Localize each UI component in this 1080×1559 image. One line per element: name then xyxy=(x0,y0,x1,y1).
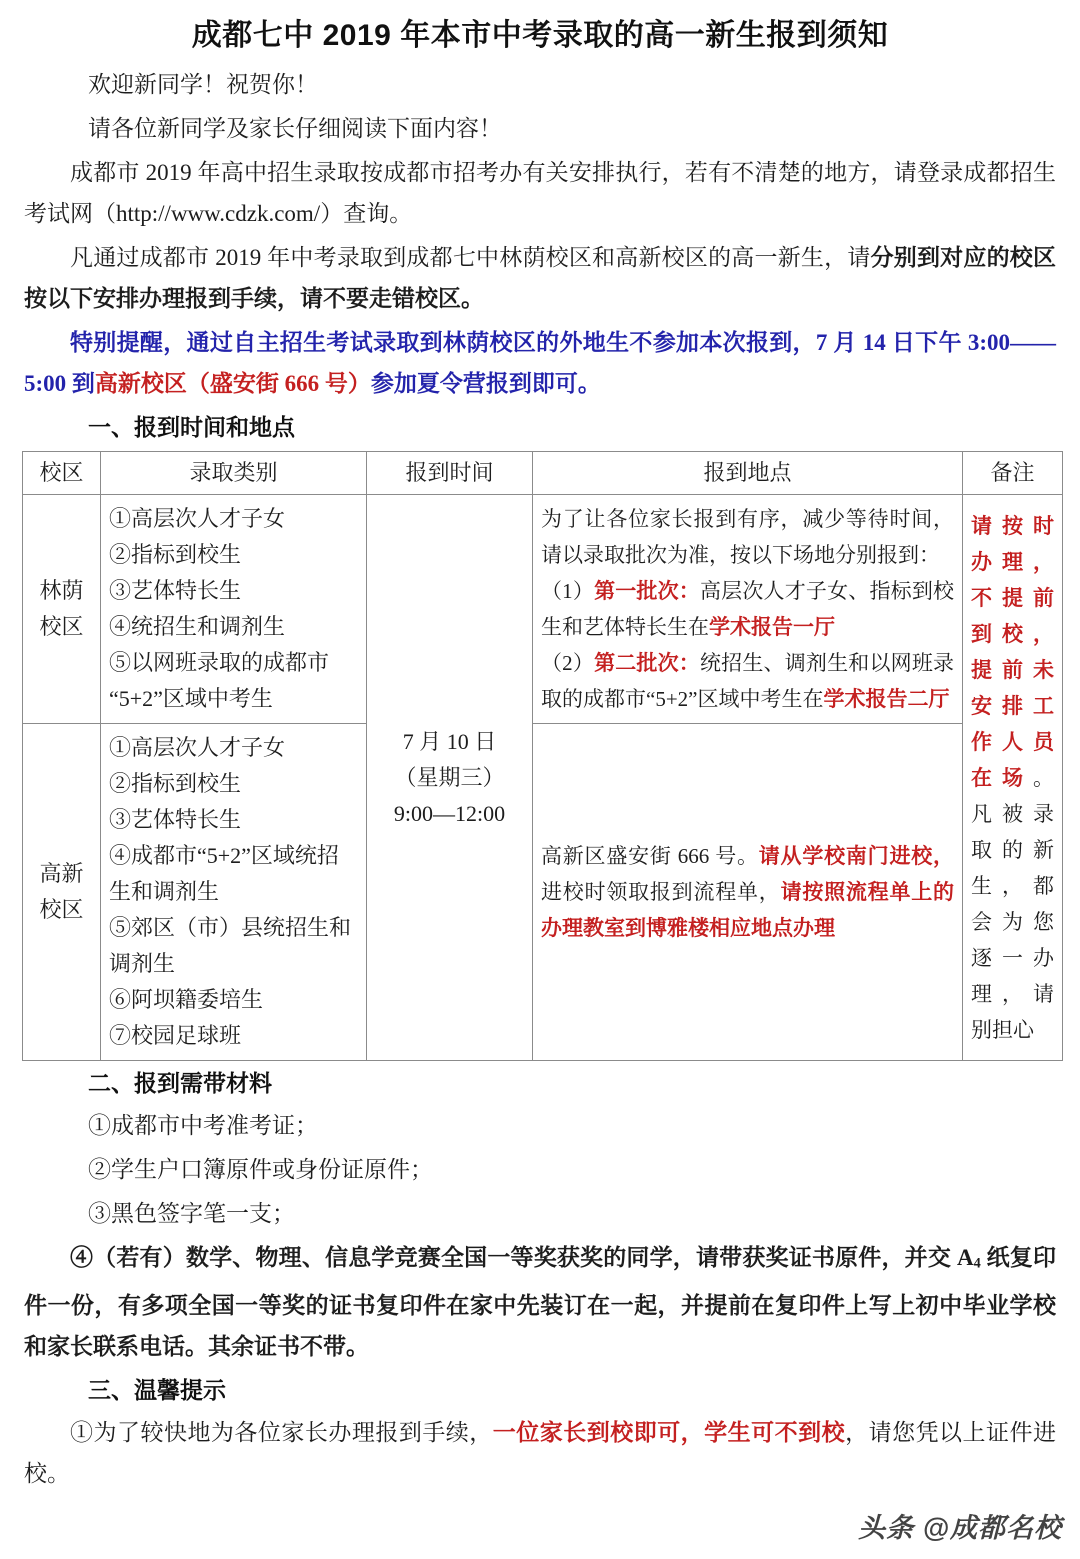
category-item: ②指标到校生 xyxy=(109,771,242,796)
report-date: 7 月 10 日 xyxy=(402,728,497,754)
batch1-label: 第一批次： xyxy=(594,579,700,603)
cell-place-gaoxin xyxy=(533,724,963,1061)
tip-item-1-normal-end: ，请您凭以上证件进校。 xyxy=(24,1419,1057,1486)
material-item-1: ①成都市中考准考证； xyxy=(88,1113,318,1138)
material-item-2: ②学生户口簿原件或身份证原件； xyxy=(88,1157,433,1182)
tip-item-1-highlight: 一位家长到校即可，学生可不到校 xyxy=(492,1419,846,1445)
batch1-prefix: （1） xyxy=(541,579,595,603)
special-notice xyxy=(24,322,1056,404)
table-row xyxy=(23,724,1063,1061)
special-notice-blue-start: 特别提醒，通过自主招生考试录取到林荫校区的外地生不参加本次报到，7 月 14 日下午 3:00——5:00 到 xyxy=(24,330,1056,396)
campus-name-linyin-l2: 校区 xyxy=(39,614,84,639)
cell-report-time xyxy=(367,495,533,1061)
batch1-venue: 学术报告一厅 xyxy=(709,615,835,639)
watermark xyxy=(858,1506,1062,1545)
intro-paragraph-policy: 成都市 2019 年高中招生录取按成都市招考办有关安排执行，若有不清楚的地方，请登录成都招生考试网（http://www.cdzk.com/）查询。 xyxy=(24,160,1056,226)
material-item-4-part-b: 纸复印件一份，有多项全国一等奖的证书复印件在家中先装订在一起，并提前在复印件上写上初中毕业学校和家长联系电话。其余证书不带。 xyxy=(24,1245,1056,1359)
a4-subscript: 4 xyxy=(973,1255,981,1272)
category-item: ①高层次人才子女 xyxy=(109,506,286,531)
report-weekday: （星期三） xyxy=(394,764,505,790)
category-item: ④统招生和调剂生 xyxy=(109,614,286,639)
remark-black-text: 。凡被录取的新生，都会为您逐一办理，请别担心 xyxy=(971,765,1054,1042)
campus-name-gaoxin-l1: 高新 xyxy=(39,861,84,886)
col-header-time: 报到时间 xyxy=(367,452,533,495)
campus-note-bold: 分别到对应的校区按以下安排办理报到手续，请不要走错校区。 xyxy=(24,245,1057,311)
category-item: ①高层次人才子女 xyxy=(109,735,286,760)
col-header-campus: 校区 xyxy=(23,452,101,495)
watermark-handle: @成都名校 xyxy=(922,1513,1062,1543)
page-title: 成都七中 2019 年本市中考录取的高一新生报到须知 xyxy=(191,19,889,52)
col-header-category: 录取类别 xyxy=(101,452,367,495)
place-address-normal: 高新区盛安街 666 号。 xyxy=(541,844,759,868)
intro-paragraph-campus xyxy=(24,237,1056,319)
category-item: ⑦校园足球班 xyxy=(109,1023,242,1048)
cell-campus-gaoxin xyxy=(23,724,101,1061)
campus-name-gaoxin-l2: 校区 xyxy=(39,897,84,922)
table-header-row xyxy=(23,452,1063,495)
campus-name-linyin-l1: 林荫 xyxy=(39,578,84,603)
cell-place-linyin xyxy=(533,495,963,724)
document-page xyxy=(0,6,1080,1559)
tip-item-1-normal-start: ①为了较快地为各位家长办理报到手续， xyxy=(70,1419,493,1445)
remark-red-text: 请按时办理，不提前到校，提前未安排工作人员在场 xyxy=(971,513,1054,790)
cell-remark xyxy=(963,495,1063,1061)
col-header-remark: 备注 xyxy=(963,452,1063,495)
intro-line-read: 请各位新同学及家长仔细阅读下面内容！ xyxy=(88,116,502,141)
category-item: ④成都市“5+2”区域统招生和调剂生 xyxy=(109,843,339,904)
col-header-place: 报到地点 xyxy=(533,452,963,495)
place-intro-text: 为了让各位家长报到有序，减少等待时间，请以录取批次为准，按以下场地分别报到： xyxy=(541,507,954,567)
section-heading-3: 三、温馨提示 xyxy=(88,1376,226,1403)
category-item: ⑥阿坝籍委培生 xyxy=(109,987,264,1012)
cell-categories-gaoxin xyxy=(101,724,367,1061)
cell-categories-linyin xyxy=(101,495,367,724)
category-item: ③艺体特长生 xyxy=(109,578,242,603)
batch2-prefix: （2） xyxy=(541,651,595,675)
place-gate-instruction: 请从学校南门进校， xyxy=(758,844,955,868)
report-hours: 9:00—12:00 xyxy=(393,800,506,826)
section-heading-2: 二、报到需带材料 xyxy=(88,1070,272,1096)
document-body xyxy=(0,64,1080,447)
material-item-3: ③黑色签字笔一支； xyxy=(88,1201,295,1226)
place-room-instruction: 请按照流程单上的办理教室到博雅楼相应地点办理 xyxy=(541,880,955,940)
campus-note-normal: 凡通过成都市 2019 年中考录取到成都七中林荫校区和高新校区的高一新生，请 xyxy=(70,245,871,270)
batch2-label: 第二批次： xyxy=(594,651,700,675)
category-item: ⑤郊区（市）县统招生和调剂生 xyxy=(109,915,352,976)
tip-item-1 xyxy=(24,1412,1056,1494)
batch1-text: 高层次人才子女、指标到校生和艺体特长生在 xyxy=(541,579,955,639)
special-notice-blue-end: 参加夏令营报到即可。 xyxy=(370,371,601,396)
batch2-text: 统招生、调剂生和以网班录取的成都市“5+2”区域中考生在 xyxy=(541,651,955,711)
material-item-4-part-a: ④（若有）数学、物理、信息学竞赛全国一等奖获奖的同学，请带获奖证书原件，并交 A xyxy=(70,1245,974,1270)
material-item-4 xyxy=(24,1237,1056,1367)
document-body-lower xyxy=(0,1063,1080,1494)
special-notice-red-campus: 高新校区（盛安街 666 号） xyxy=(94,371,371,396)
section-heading-1: 一、报到时间和地点 xyxy=(88,414,295,440)
category-item: ②指标到校生 xyxy=(109,542,242,567)
registration-table xyxy=(22,451,1063,1061)
batch2-venue: 学术报告二厅 xyxy=(823,687,950,711)
cell-campus-linyin xyxy=(23,495,101,724)
category-item: ⑤以网班录取的成都市“5+2”区域中考生 xyxy=(109,650,330,711)
table-row xyxy=(23,495,1063,724)
watermark-brand: 头条 xyxy=(858,1513,915,1543)
intro-line-welcome: 欢迎新同学！祝贺你！ xyxy=(88,72,318,97)
category-item: ③艺体特长生 xyxy=(109,807,242,832)
place-form-instruction: 进校时领取报到流程单， xyxy=(541,880,781,904)
